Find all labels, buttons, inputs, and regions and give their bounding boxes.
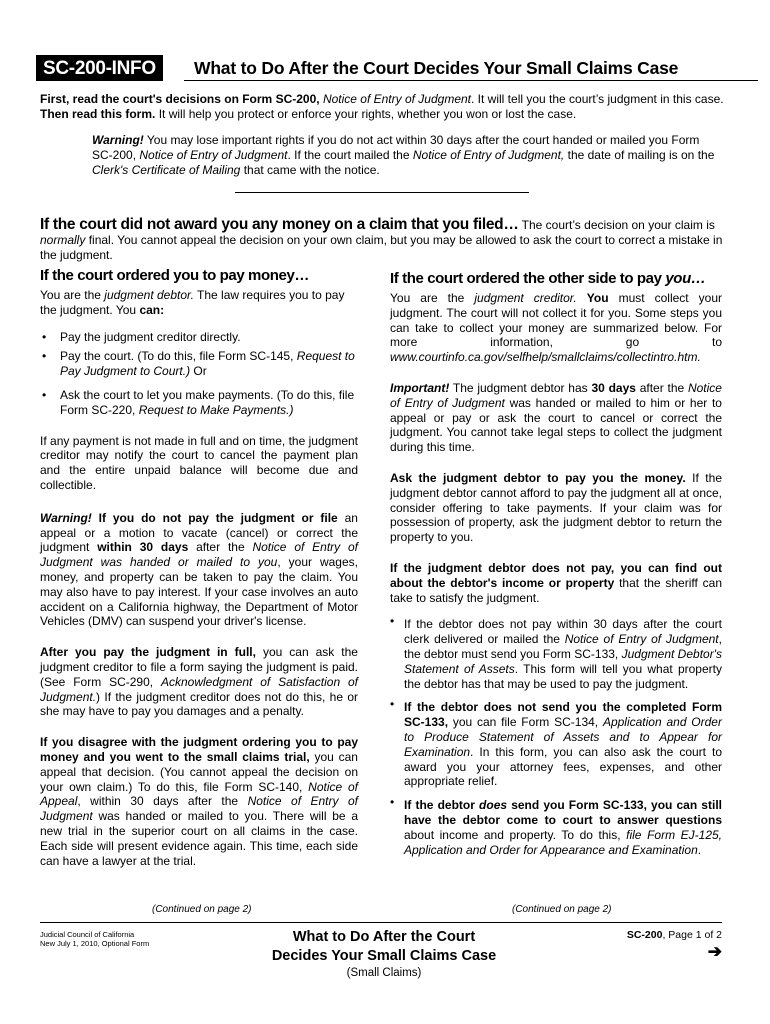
left-column	[40, 266, 358, 880]
intro-lead: First, read the court's decisions on Form SC-200,	[40, 92, 320, 106]
italic-text: Judgment Debtor's Statement of Assets	[404, 646, 722, 676]
footer-title-block	[256, 928, 512, 981]
italic-text: Request to Make Payments.)	[138, 402, 294, 417]
payment-options-list	[40, 330, 358, 418]
italic-text: Request to Pay Judgment to Court.)	[60, 349, 355, 379]
bold-text: If you disagree with the judgment ordering you to pay money and you went to the small claims trial,	[40, 735, 358, 764]
footer-subtitle: (Small Claims)	[346, 967, 422, 979]
text: . This form will tell you what property the debtor has that may be used to pay the judgment.	[404, 661, 722, 691]
bullet-icon: •	[42, 329, 47, 344]
bold-text: within 30 days	[97, 540, 189, 555]
bold-text: send you Form SC-133, you can still have the debtor come to court to answer questions	[404, 798, 722, 827]
right-column	[390, 269, 722, 869]
text: Pay the court. (To do this, file Form SC-145,	[60, 349, 294, 364]
bullet-icon: •	[390, 795, 395, 810]
text: you can file Form SC-134,	[452, 715, 599, 730]
text: You are the	[40, 288, 101, 302]
left-paragraph	[40, 288, 358, 318]
text: was handed or mailed to you. There will be a new trial in the superior court on all claims in the case. Each side will present evidence again. This time, each side can have a lawyer at the trial.	[40, 809, 358, 868]
footer-form-number: SC-200	[626, 929, 663, 941]
text: after the	[196, 540, 245, 555]
text: you can appeal that decision. (You cannot appeal the decision on your own claim.) To do this, file Form SC-140,	[40, 749, 358, 794]
bold-text: If you do not pay the judgment or file	[98, 510, 338, 525]
footer-revised: New July 1, 2010, Optional Form	[40, 939, 150, 948]
selfhelp-link[interactable]: www.courtinfo.ca.gov/selfhelp/smallclaims/collectintro.htm.	[390, 350, 701, 365]
important-label: Important!	[390, 380, 450, 395]
list-item	[40, 349, 358, 379]
list-item	[40, 388, 358, 418]
bullet-icon: •	[42, 349, 47, 364]
italic-text: judgment debtor.	[104, 288, 194, 302]
italic-text: Notice of Entry of Judgment was handed or mailed to you	[40, 540, 359, 570]
heading-italic: you…	[665, 270, 706, 287]
footer-left	[40, 930, 149, 948]
section-divider	[235, 192, 529, 193]
bold-text: You	[586, 291, 609, 305]
warning-italic: Notice of Entry of Judgment	[139, 147, 288, 162]
section-italic: normally	[40, 232, 86, 247]
bullet-icon: •	[390, 697, 395, 712]
list-item	[390, 697, 722, 789]
continued-note-right: (Continued on page 2)	[512, 904, 612, 915]
right-column-heading	[390, 269, 722, 288]
bold-text: After you pay the judgment in full,	[40, 645, 256, 660]
intro-form-title: Notice of Entry of Judgment	[322, 92, 472, 106]
left-paragraph	[40, 511, 358, 629]
left-paragraph	[40, 735, 358, 868]
text: was handed or mailed to him or her to appeal or pay or ask the court to cancel or correct the judgment. You cannot take legal steps to collect the judgment during this time.	[390, 395, 722, 455]
section-heading: If the court did not award you any money on a claim that you filed…	[40, 216, 519, 233]
italic-text: Acknowledgment of Satisfaction of Judgment.	[40, 674, 358, 704]
footer-page: , Page 1 of 2	[662, 929, 722, 941]
bold-text: Ask the judgment debtor to pay you the money.	[390, 470, 686, 485]
warning-text: that came with the notice.	[243, 162, 380, 177]
left-column-heading: If the court ordered you to pay money…	[40, 267, 310, 284]
left-paragraph	[40, 645, 358, 719]
text: , within 30 days after the	[77, 794, 239, 809]
bold-text: If the judgment debtor does not pay, you can find out about the debtor's income or property	[390, 560, 722, 590]
section-text: The court’s decision on your claim is	[521, 218, 715, 232]
collection-steps-list	[390, 614, 723, 857]
page-title: What to Do After the Court Decides Your Small Claims Case	[194, 58, 679, 78]
text: you can ask the judgment creditor to file a form saying the judgment is paid. (See Form SC-290,	[40, 645, 358, 689]
heading-text: If the court ordered the other side to pay	[390, 270, 662, 287]
section-text: final. You cannot appeal the decision on your own claim, but you may be allowed to ask the court to correct a mistake in the judgment.	[40, 232, 723, 262]
bold-text: 30 days	[591, 380, 636, 395]
bold-text: If the debtor does not send you the completed Form SC-133,	[404, 700, 722, 730]
italic-text: file Form EJ-125, Application and Order for Appearance and Examination	[404, 827, 723, 857]
intro-then: Then read this form.	[40, 106, 156, 121]
bold-text: If the debtor	[404, 798, 475, 813]
text: If the debtor does not pay within 30 days after the court clerk delivered or mailed the	[404, 617, 722, 647]
list-item	[390, 614, 722, 691]
text: The law requires you to pay the judgment. You	[40, 288, 345, 317]
left-paragraph: If any payment is not made in full and on time, the judgment creditor may notify the court to cancel the payment plan and the entire unpaid balance will become due and collectible.	[40, 433, 358, 492]
footer-right	[627, 928, 722, 962]
intro-then-text: It will help you protect or enforce your rights, whether you won or lost the case.	[158, 106, 577, 121]
right-paragraph	[390, 291, 722, 365]
warning-text: . If the court mailed the	[287, 147, 410, 162]
right-paragraph	[390, 381, 722, 455]
text: .	[697, 842, 702, 857]
footer-title: What to Do After the Court	[292, 929, 476, 945]
text: You are the	[390, 291, 465, 305]
text: . In this form, you can also ask the court to award you your attorney fees, expenses, and other appropriate relief.	[404, 744, 722, 789]
footer-title: Decides Your Small Claims Case	[271, 948, 497, 964]
warning-italic: Clerk's Certificate of Mailing	[92, 162, 241, 177]
page-number	[627, 928, 722, 942]
intro-text: . It will tell you the court’s judgment in this case.	[471, 92, 724, 106]
warning-italic: Notice of Entry of Judgment,	[412, 147, 565, 162]
text: that the sheriff can take to satisfy the judgment.	[390, 575, 722, 605]
text: If the judgment debtor cannot afford to pay the judgment all at once, consider offering to take payments. If your claim was for possession of property, ask the judgment debtor to return the property to you.	[390, 470, 722, 545]
right-paragraph	[390, 471, 722, 545]
page-header	[36, 55, 726, 81]
form-id-badge: SC-200-INFO	[36, 55, 163, 81]
italic-text: Notice of Entry of Judgment	[390, 380, 722, 410]
warning-text: You may lose important rights if you do not act within 30 days after the court handed or mailed you Form SC-200,	[92, 133, 700, 162]
no-award-section	[40, 218, 730, 262]
italic-text: Application and Order to Produce Statement of Assets and to Appear for Examination	[404, 715, 722, 759]
list-item	[40, 330, 358, 345]
italic-text: Notice of Appeal	[40, 779, 358, 809]
bold-text: can:	[139, 302, 165, 317]
continued-note-left: (Continued on page 2)	[152, 904, 252, 915]
text: about income and property. To do this,	[404, 827, 621, 842]
header-divider	[184, 80, 758, 81]
warning-text: the date of mailing is on the	[567, 147, 715, 162]
text: Pay the judgment creditor directly.	[60, 329, 241, 344]
text: Or	[193, 364, 207, 379]
warning-label: Warning!	[92, 133, 144, 147]
bullet-icon: •	[390, 614, 395, 629]
text: ) If the judgment creditor does not do this, he or she may have to pay you damages and a penalty.	[40, 689, 358, 719]
warning-label: Warning!	[40, 510, 92, 525]
bullet-icon: •	[42, 387, 47, 402]
next-page-arrow-icon: ➔	[707, 942, 722, 961]
italic-text: Notice of Entry of Judgment	[40, 794, 358, 824]
italic-text: Notice of Entry of Judgment	[564, 632, 719, 647]
text: , your wages, money, and property can be taken to pay the claim. You may also have to pay interest. If your case involves an auto accident on a California highway, the Department of Motor Vehicles (DMV) can suspend your driver's license.	[40, 555, 358, 629]
text: after the	[639, 380, 685, 395]
text: , the debtor must send you Form SC-133,	[404, 632, 722, 661]
italic-text: judgment creditor.	[474, 291, 577, 305]
text: The judgment debtor has	[452, 380, 588, 395]
footer-divider	[40, 922, 722, 923]
right-paragraph	[390, 561, 722, 605]
footer-org: Judicial Council of California	[40, 930, 135, 939]
text: Ask the court to let you make payments. (To do this, file Form SC-220,	[60, 387, 355, 417]
list-item	[390, 795, 723, 857]
text: an appeal or a motion to vacate (cancel) or correct the judgment	[40, 510, 358, 555]
warning-paragraph	[92, 133, 722, 177]
text: must collect your judgment. The court will not collect it for you. Some steps you can take to collect your money are summarized below. For more information, go to	[390, 291, 723, 350]
bold-italic-text: does	[479, 798, 508, 813]
intro-paragraph	[40, 92, 730, 122]
